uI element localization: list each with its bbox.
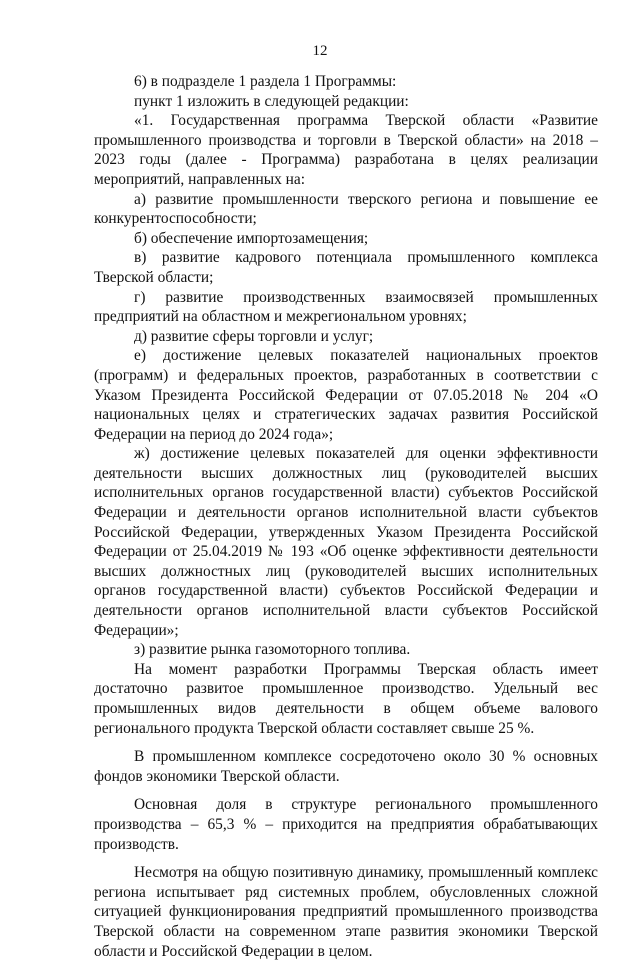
paragraph-industry-overview: На момент разработки Программы Тверская область имеет достаточно развитое промышленное производство. Удельный вес промышленных видов деятельности в общем объеме валового регионального продукта Тверской области составляет свыше 25 %. [94, 660, 598, 737]
list-item-z: з) развитие рынка газомоторного топлива. [134, 641, 411, 659]
list-item-a: а) развитие промышленности тверского региона и повышение ее конкурентоспособности; [94, 190, 598, 228]
paragraph-systemic-problems: Несмотря на общую позитивную динамику, промышленный комплекс региона испытывает ряд системных проблем, обусловленных сложной ситуацией функционирования предприятий промышленного производства Тверской области на современном этапе развития экономики Тверской области и Российской Федерации в целом. [94, 864, 598, 960]
paragraph-point-edit: пункт 1 изложить в следующей редакции: [134, 92, 409, 110]
paragraph-manufacturing-share: Основная доля в структуре регионального промышленного производства – 65,3 % – приходится на предприятия обрабатывающих производств. [94, 796, 598, 853]
paragraph-program-purpose: «1. Государственная программа Тверской области «Развитие промышленного производства и торговли в Тверской области» на 2018 – 2023 годы (далее - Программа) разработана в целях реализации мероприятий, направленных на: [94, 112, 598, 188]
document-body [94, 72, 598, 961]
list-item-zh: ж) достижение целевых показателей для оценки эффективности деятельности высших должностных лиц (руководителей высших исполнительных органов государственной власти) субъектов Российской Федерации и деятельности органов исполнительной власти субъектов Российской Федерации, утвержденных Указом Президента Российской Федерации от 25.04.2019 № 193 «Об оценке эффективности деятельности высших должностных лиц (руководителей высших исполнительных органов государственной власти) субъектов Российской Федерации и деятельности органов исполнительной власти субъектов Российской Федерации»; [94, 445, 598, 639]
list-item-d: д) развитие сферы торговли и услуг; [134, 327, 374, 345]
page-number: 12 [312, 43, 328, 59]
list-item-e: е) достижение целевых показателей национальных проектов (программ) и федеральных проектов, разработанных в соответствии с Указом Президента Российской Федерации от 07.05.2018 № 204 «О национальных целях и стратегических задачах развития Российской Федерации на период до 2024 года»; [94, 347, 598, 443]
paragraph-subsection-intro: 6) в подразделе 1 раздела 1 Программы: [134, 73, 397, 90]
list-item-b: б) обеспечение импортозамещения; [134, 229, 369, 247]
list-item-v: в) развитие кадрового потенциала промышленного комплекса Тверской области; [94, 249, 598, 286]
paragraph-fixed-assets: В промышленном комплексе сосредоточено около 30 % основных фондов экономики Тверской области. [94, 748, 598, 785]
list-item-g: г) развитие производственных взаимосвязей промышленных предприятий на областном и межрегиональном уровнях; [94, 288, 598, 326]
